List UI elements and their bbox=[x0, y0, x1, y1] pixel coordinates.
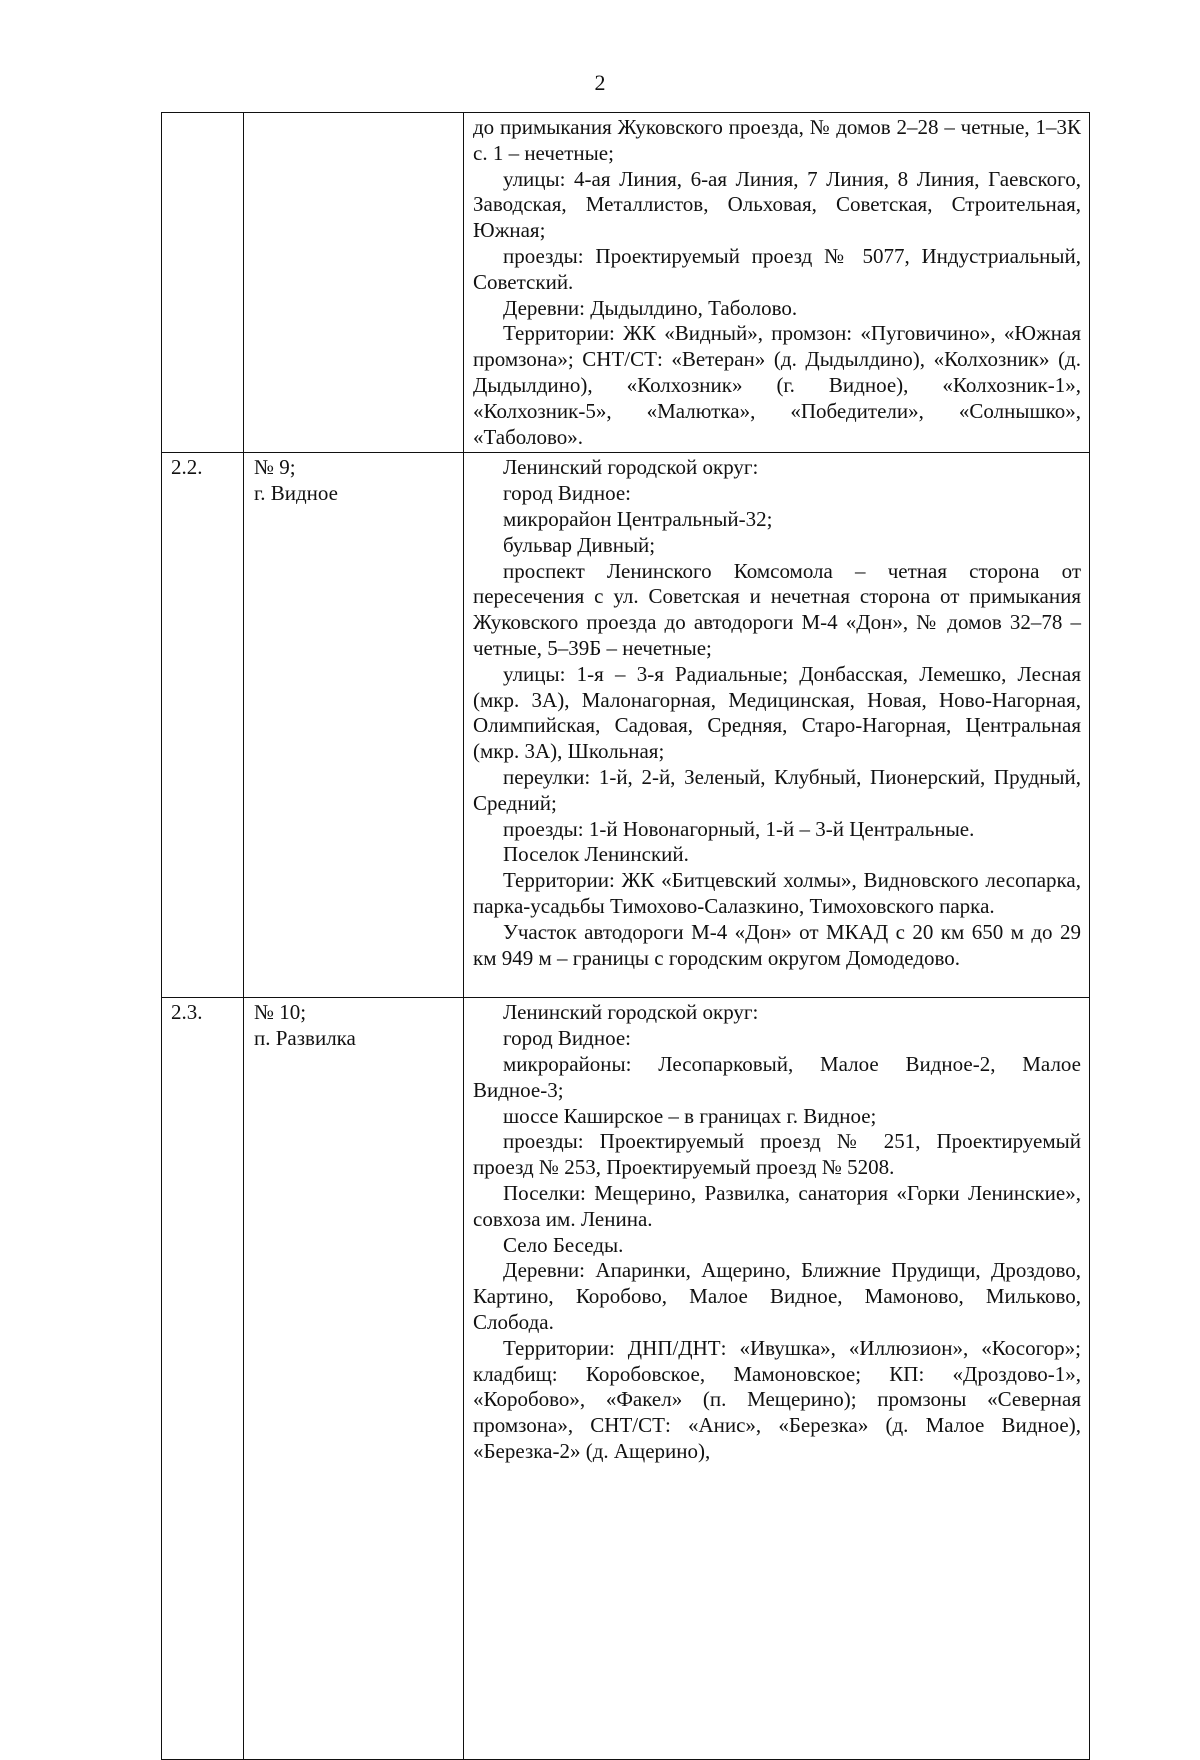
description-cell bbox=[464, 998, 1090, 1760]
description-paragraph: Деревни: Дыдылдино, Таболово. bbox=[503, 295, 798, 320]
row-number-cell bbox=[162, 113, 244, 453]
description-paragraph: Ленинский городской округ: bbox=[503, 1000, 759, 1025]
description-paragraph: улицы: 1-я – 3-я Радиальные; Донбасская, Лемешко, Лесная (мкр. 3А), Малонагорная, Медицинская, Новая, Ново-Нагорная, Олимпийская, Садовая, Средняя, Старо-Нагорная, Центральная (мкр. 3А), Школьная; bbox=[473, 661, 1081, 764]
districts-table bbox=[161, 112, 1090, 1760]
row-number-cell: 2.3. bbox=[162, 998, 244, 1760]
district-cell bbox=[244, 998, 464, 1760]
description-paragraph: Деревни: Апаринки, Ащерино, Ближние Прудищи, Дроздово, Картино, Коробово, Малое Видное, Мамоново, Мильково, Слобода. bbox=[473, 1258, 1081, 1334]
description-paragraph: проезды: 1-й Новонагорный, 1-й – 3-й Центральные. bbox=[503, 816, 975, 841]
description-paragraph: Поселок Ленинский. bbox=[503, 842, 689, 867]
table-row bbox=[162, 453, 1090, 998]
description-paragraph: проезды: Проектируемый проезд № 5077, Индустриальный, Советский. bbox=[473, 243, 1081, 294]
description-cell bbox=[464, 113, 1090, 453]
district-cell bbox=[244, 113, 464, 453]
district-number: № 9; bbox=[254, 455, 296, 480]
description-paragraph: улицы: 4-ая Линия, 6-ая Линия, 7 Линия, 8 Линия, Гаевского, Заводская, Металлистов, Ольховая, Советская, Строительная, Южная; bbox=[473, 166, 1081, 243]
description-paragraph: проезды: Проектируемый проезд № 251, Проектируемый проезд № 253, Проектируемый проезд № 5208. bbox=[473, 1129, 1081, 1180]
row-number-cell: 2.2. bbox=[162, 453, 244, 998]
description-paragraph: Территории: ДНП/ДНТ: «Ивушка», «Иллюзион», «Косогор»; кладбищ: Коробовское, Мамоновское; КП: «Дроздово-1», «Коробово», «Факел» (п. Мещерино); промзоны «Северная промзона», СНТ/СТ: «Анис», «Березка» (д. Малое Видное), «Березка-2» (д. Ащерино), bbox=[473, 1335, 1081, 1463]
description-paragraph: микрорайоны: Лесопарковый, Малое Видное-2, Малое Видное-3; bbox=[473, 1051, 1081, 1102]
description-paragraph: город Видное: bbox=[503, 1026, 631, 1051]
description-paragraph: Территории: ЖК «Битцевский холмы», Видновского лесопарка, парка-усадьбы Тимохово-Салазкино, Тимоховского парка. bbox=[473, 868, 1081, 918]
description-paragraph: микрорайон Центральный-32; bbox=[503, 506, 773, 531]
description-paragraph: Территории: ЖК «Видный», промзон: «Пуговичино», «Южная промзона»; СНТ/СТ: «Ветеран» (д. Дыдылдино), «Колхозник» (д. Дыдылдино), «Колхозник» (г. Видное), «Колхозник-1», «Колхозник-5», «Малютка», «Победители», «Солнышко», «Таболово». bbox=[473, 321, 1081, 449]
description-paragraph: переулки: 1-й, 2-й, Зеленый, Клубный, Пионерский, Прудный, Средний; bbox=[473, 764, 1081, 815]
district-center: п. Развилка bbox=[254, 1026, 356, 1051]
district-cell bbox=[244, 453, 464, 998]
table-row bbox=[162, 113, 1090, 453]
description-paragraph: до примыкания Жуковского проезда, № домов 2–28 – четные, 1–3К с. 1 – нечетные; bbox=[473, 115, 1081, 165]
description-paragraph: шоссе Каширское – в границах г. Видное; bbox=[503, 1103, 877, 1128]
description-paragraph: Поселки: Мещерино, Развилка, санатория «Горки Ленинские», совхоза им. Ленина. bbox=[473, 1180, 1081, 1231]
district-center: г. Видное bbox=[254, 481, 338, 506]
table-row bbox=[162, 998, 1090, 1760]
district-number: № 10; bbox=[254, 1000, 307, 1025]
description-paragraph: город Видное: bbox=[503, 481, 631, 506]
page-number: 2 bbox=[594, 70, 606, 95]
description-paragraph: бульвар Дивный; bbox=[503, 532, 656, 557]
description-paragraph: Ленинский городской округ: bbox=[503, 455, 759, 480]
description-paragraph: Участок автодороги М-4 «Дон» от МКАД с 20 км 650 м до 29 км 949 м – границы с городским округом Домодедово. bbox=[473, 919, 1081, 970]
description-paragraph: Село Беседы. bbox=[503, 1232, 624, 1257]
description-paragraph: проспект Ленинского Комсомола – четная сторона от пересечения с ул. Советская и нечетная сторона от примыкания Жуковского проезда до автодороги М-4 «Дон», № домов 32–78 – четные, 5–39Б – нечетные; bbox=[473, 558, 1081, 660]
description-cell bbox=[464, 453, 1090, 998]
